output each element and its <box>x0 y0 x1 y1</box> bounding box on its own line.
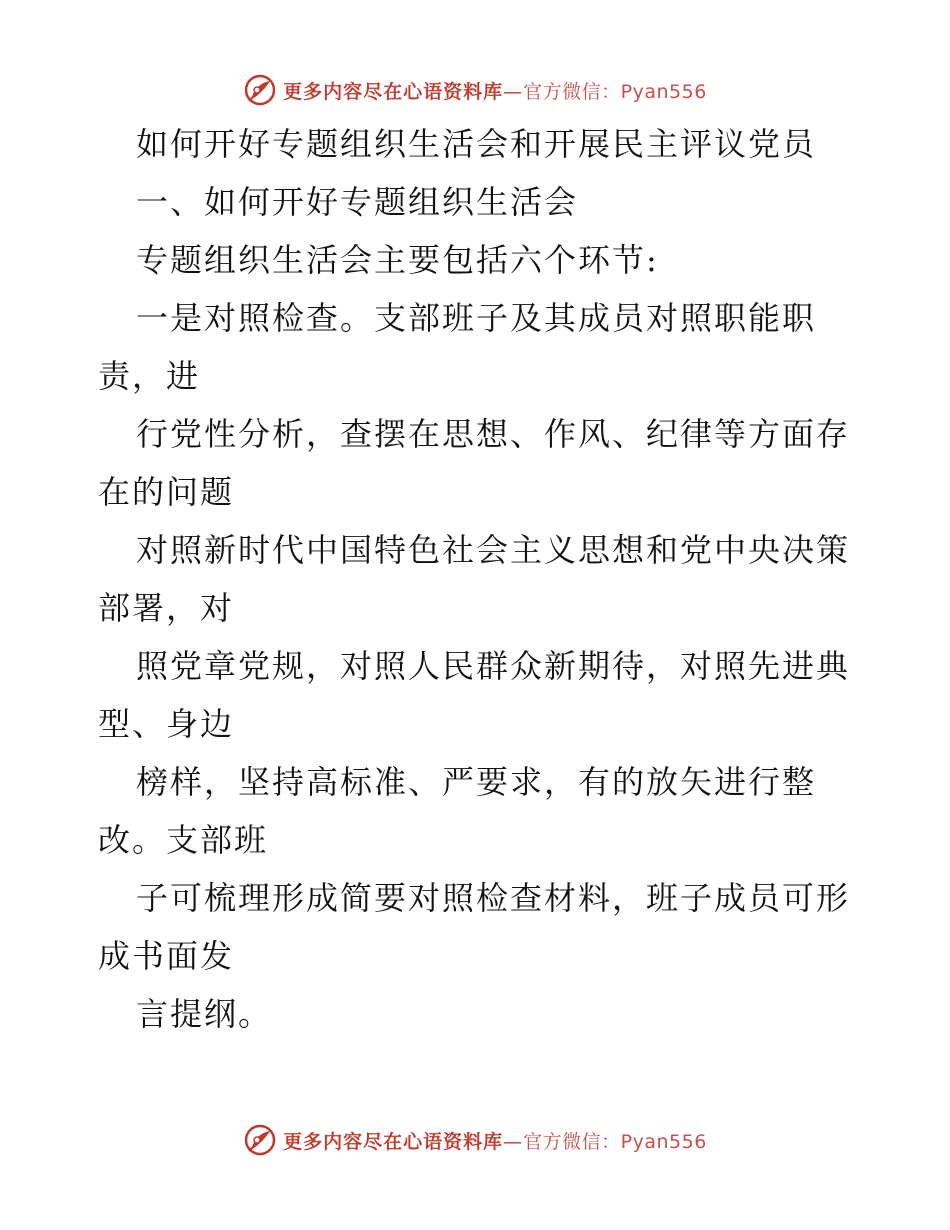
paragraph-line: 成书面发 <box>98 937 235 975</box>
document-body <box>98 115 858 1043</box>
paragraph-line: 在的问题 <box>98 473 235 511</box>
watermark-site-text: 更多内容尽在心语资料库 <box>283 80 504 103</box>
watermark-text <box>283 77 707 104</box>
paragraph-line: 榜样，坚持高标准、严要求，有的放矢进行整 <box>136 763 817 801</box>
watermark-wechat-text: 官方微信：Pyan556 <box>523 1130 707 1153</box>
paragraph-line: 言提纲。 <box>136 995 273 1033</box>
watermark-text <box>283 1127 707 1154</box>
watermark-separator: — <box>503 1130 524 1153</box>
footer-watermark <box>0 1120 950 1160</box>
document-title: 如何开好专题组织生活会和开展民主评议党员 <box>136 125 817 163</box>
paragraph-line: 对照新时代中国特色社会主义思想和党中央决策 <box>136 531 851 569</box>
watermark-wechat-text: 官方微信：Pyan556 <box>523 80 707 103</box>
paragraph-line: 一是对照检查。支部班子及其成员对照职能职 <box>136 299 817 337</box>
section-heading: 一、如何开好专题组织生活会 <box>136 183 579 221</box>
paragraph-line: 专题组织生活会主要包括六个环节: <box>136 241 659 279</box>
brand-logo-icon <box>243 1123 277 1157</box>
paragraph-line: 型、身边 <box>98 705 235 743</box>
watermark-separator: — <box>503 80 524 103</box>
paragraph-line: 照党章党规，对照人民群众新期待，对照先进典 <box>136 647 851 685</box>
paragraph-line: 子可梳理形成简要对照检查材料，班子成员可形 <box>136 879 851 917</box>
paragraph-line: 责，进 <box>98 357 201 395</box>
brand-logo-icon <box>243 73 277 107</box>
watermark-site-text: 更多内容尽在心语资料库 <box>283 1130 504 1153</box>
paragraph-line: 行党性分析，查摆在思想、作风、纪律等方面存 <box>136 415 851 453</box>
paragraph-line: 改。支部班 <box>98 821 269 859</box>
header-watermark <box>0 70 950 110</box>
paragraph-line: 部署，对 <box>98 589 235 627</box>
